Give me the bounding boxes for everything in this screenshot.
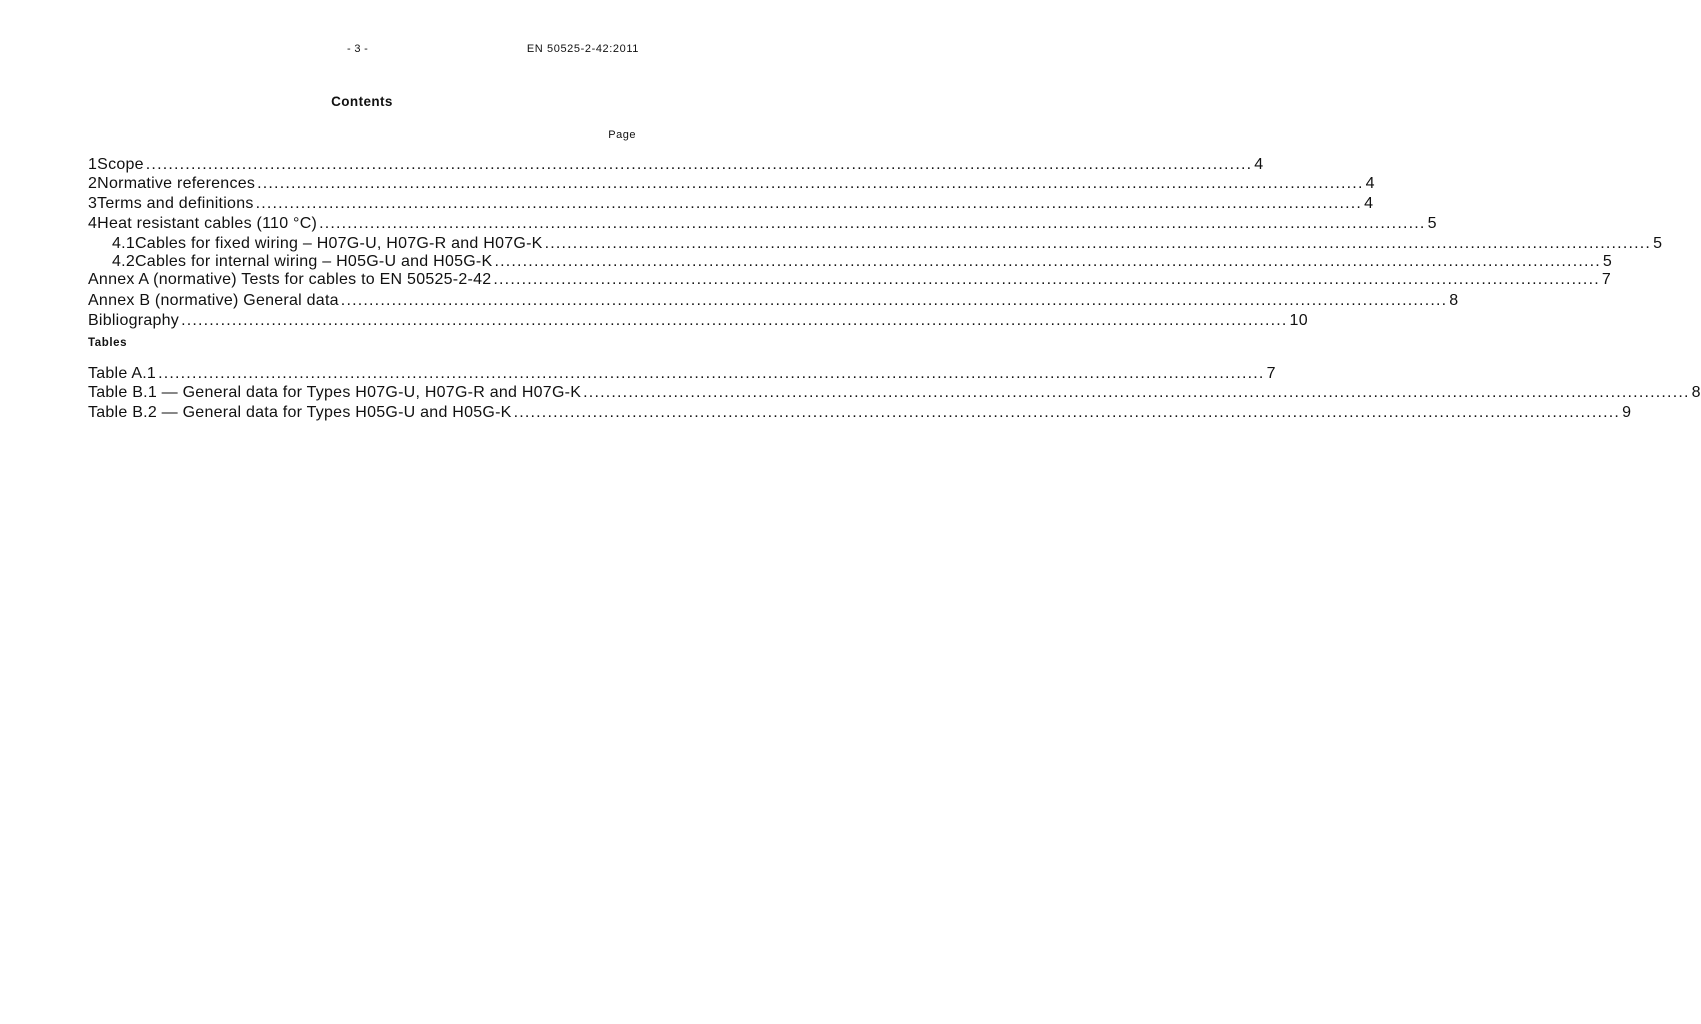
toc-entry-number: 1: [88, 156, 98, 173]
dot-leader: ....................................................................................................................................................................................................: [145, 156, 1253, 173]
table-entry-page: 7: [1266, 365, 1276, 382]
table-entry-label: Table B.1 — General data for Types H07G-U, H07G-R and H07G-K: [88, 384, 582, 401]
table-entry-page: 8: [1691, 384, 1701, 401]
toc-entry-label: Heat resistant cables (110 °C): [97, 215, 318, 232]
dot-leader: ....................................................................................................................................................................................................: [319, 215, 1426, 232]
toc-entry[interactable]: [88, 156, 1264, 173]
toc-entry[interactable]: [88, 175, 1375, 192]
dot-leader: ....................................................................................................................................................................................................: [494, 253, 1601, 270]
toc-entry-label: Annex B (normative) General data: [88, 292, 339, 309]
toc-entry-page: 7: [1601, 271, 1612, 288]
dot-leader: ....................................................................................................................................................................................................: [181, 312, 1288, 329]
dot-leader: ....................................................................................................................................................................................................: [257, 175, 1364, 192]
toc-entry-page: 5: [1653, 235, 1663, 252]
toc-entry-page: 4: [1364, 195, 1374, 212]
contents-title: Contents: [331, 94, 393, 109]
table-entry-label: Table A.1: [88, 365, 157, 382]
toc-entry-number: 3: [88, 195, 98, 212]
toc-subentry[interactable]: [112, 253, 1613, 270]
dot-leader: ....................................................................................................................................................................................................: [493, 271, 1600, 288]
dot-leader: ....................................................................................................................................................................................................: [513, 404, 1621, 421]
toc-entry-number: 4.1: [112, 235, 135, 252]
toc-bibliography[interactable]: [88, 312, 1308, 329]
toc-entry-label: Terms and definitions: [97, 195, 254, 212]
toc-entry-page: 5: [1427, 215, 1437, 232]
toc-entry-page: 5: [1602, 253, 1613, 270]
dot-leader: ....................................................................................................................................................................................................: [544, 235, 1652, 252]
toc-entry-label: Bibliography: [88, 312, 180, 329]
toc-entry-page: 8: [1449, 292, 1459, 309]
toc-entry-page: 4: [1365, 175, 1375, 192]
dot-leader: ....................................................................................................................................................................................................: [158, 365, 1265, 382]
standard-reference: EN 50525-2-42:2011: [526, 43, 639, 55]
toc-entry[interactable]: [88, 195, 1374, 212]
page-number: - 3 -: [347, 43, 369, 55]
toc-entry-label: Normative references: [97, 175, 256, 192]
toc-annex-a[interactable]: [88, 271, 1612, 288]
toc-subentry[interactable]: [112, 235, 1663, 252]
toc-entry-number: 4: [88, 215, 98, 232]
toc-entry-label: Cables for internal wiring – H05G-U and H05G-K: [135, 253, 493, 270]
table-entry-page: 9: [1622, 404, 1632, 421]
page-column-label: Page: [608, 129, 636, 141]
tables-heading: Tables: [88, 337, 128, 349]
toc-entry-page: 10: [1289, 312, 1308, 329]
table-list-entry[interactable]: [88, 404, 1632, 421]
toc-entry-label: Scope: [97, 156, 144, 173]
dot-leader: ....................................................................................................................................................................................................: [583, 384, 1690, 401]
dot-leader: ....................................................................................................................................................................................................: [255, 195, 1363, 212]
table-entry-label: Table B.2 — General data for Types H05G-U and H05G-K: [88, 404, 512, 421]
dot-leader: ....................................................................................................................................................................................................: [340, 292, 1448, 309]
toc-entry-page: 4: [1254, 156, 1264, 173]
toc-entry-number: 4.2: [112, 253, 135, 270]
table-list-entry[interactable]: [88, 384, 1701, 401]
table-list-entry[interactable]: [88, 365, 1276, 382]
toc-entry-label: Cables for fixed wiring – H07G-U, H07G-R and H07G-K: [135, 235, 543, 252]
toc-entry[interactable]: [88, 215, 1437, 232]
toc-annex-b[interactable]: [88, 292, 1459, 309]
toc-entry-label: Annex A (normative) Tests for cables to EN 50525-2-42: [88, 271, 492, 288]
toc-entry-number: 2: [88, 175, 98, 192]
